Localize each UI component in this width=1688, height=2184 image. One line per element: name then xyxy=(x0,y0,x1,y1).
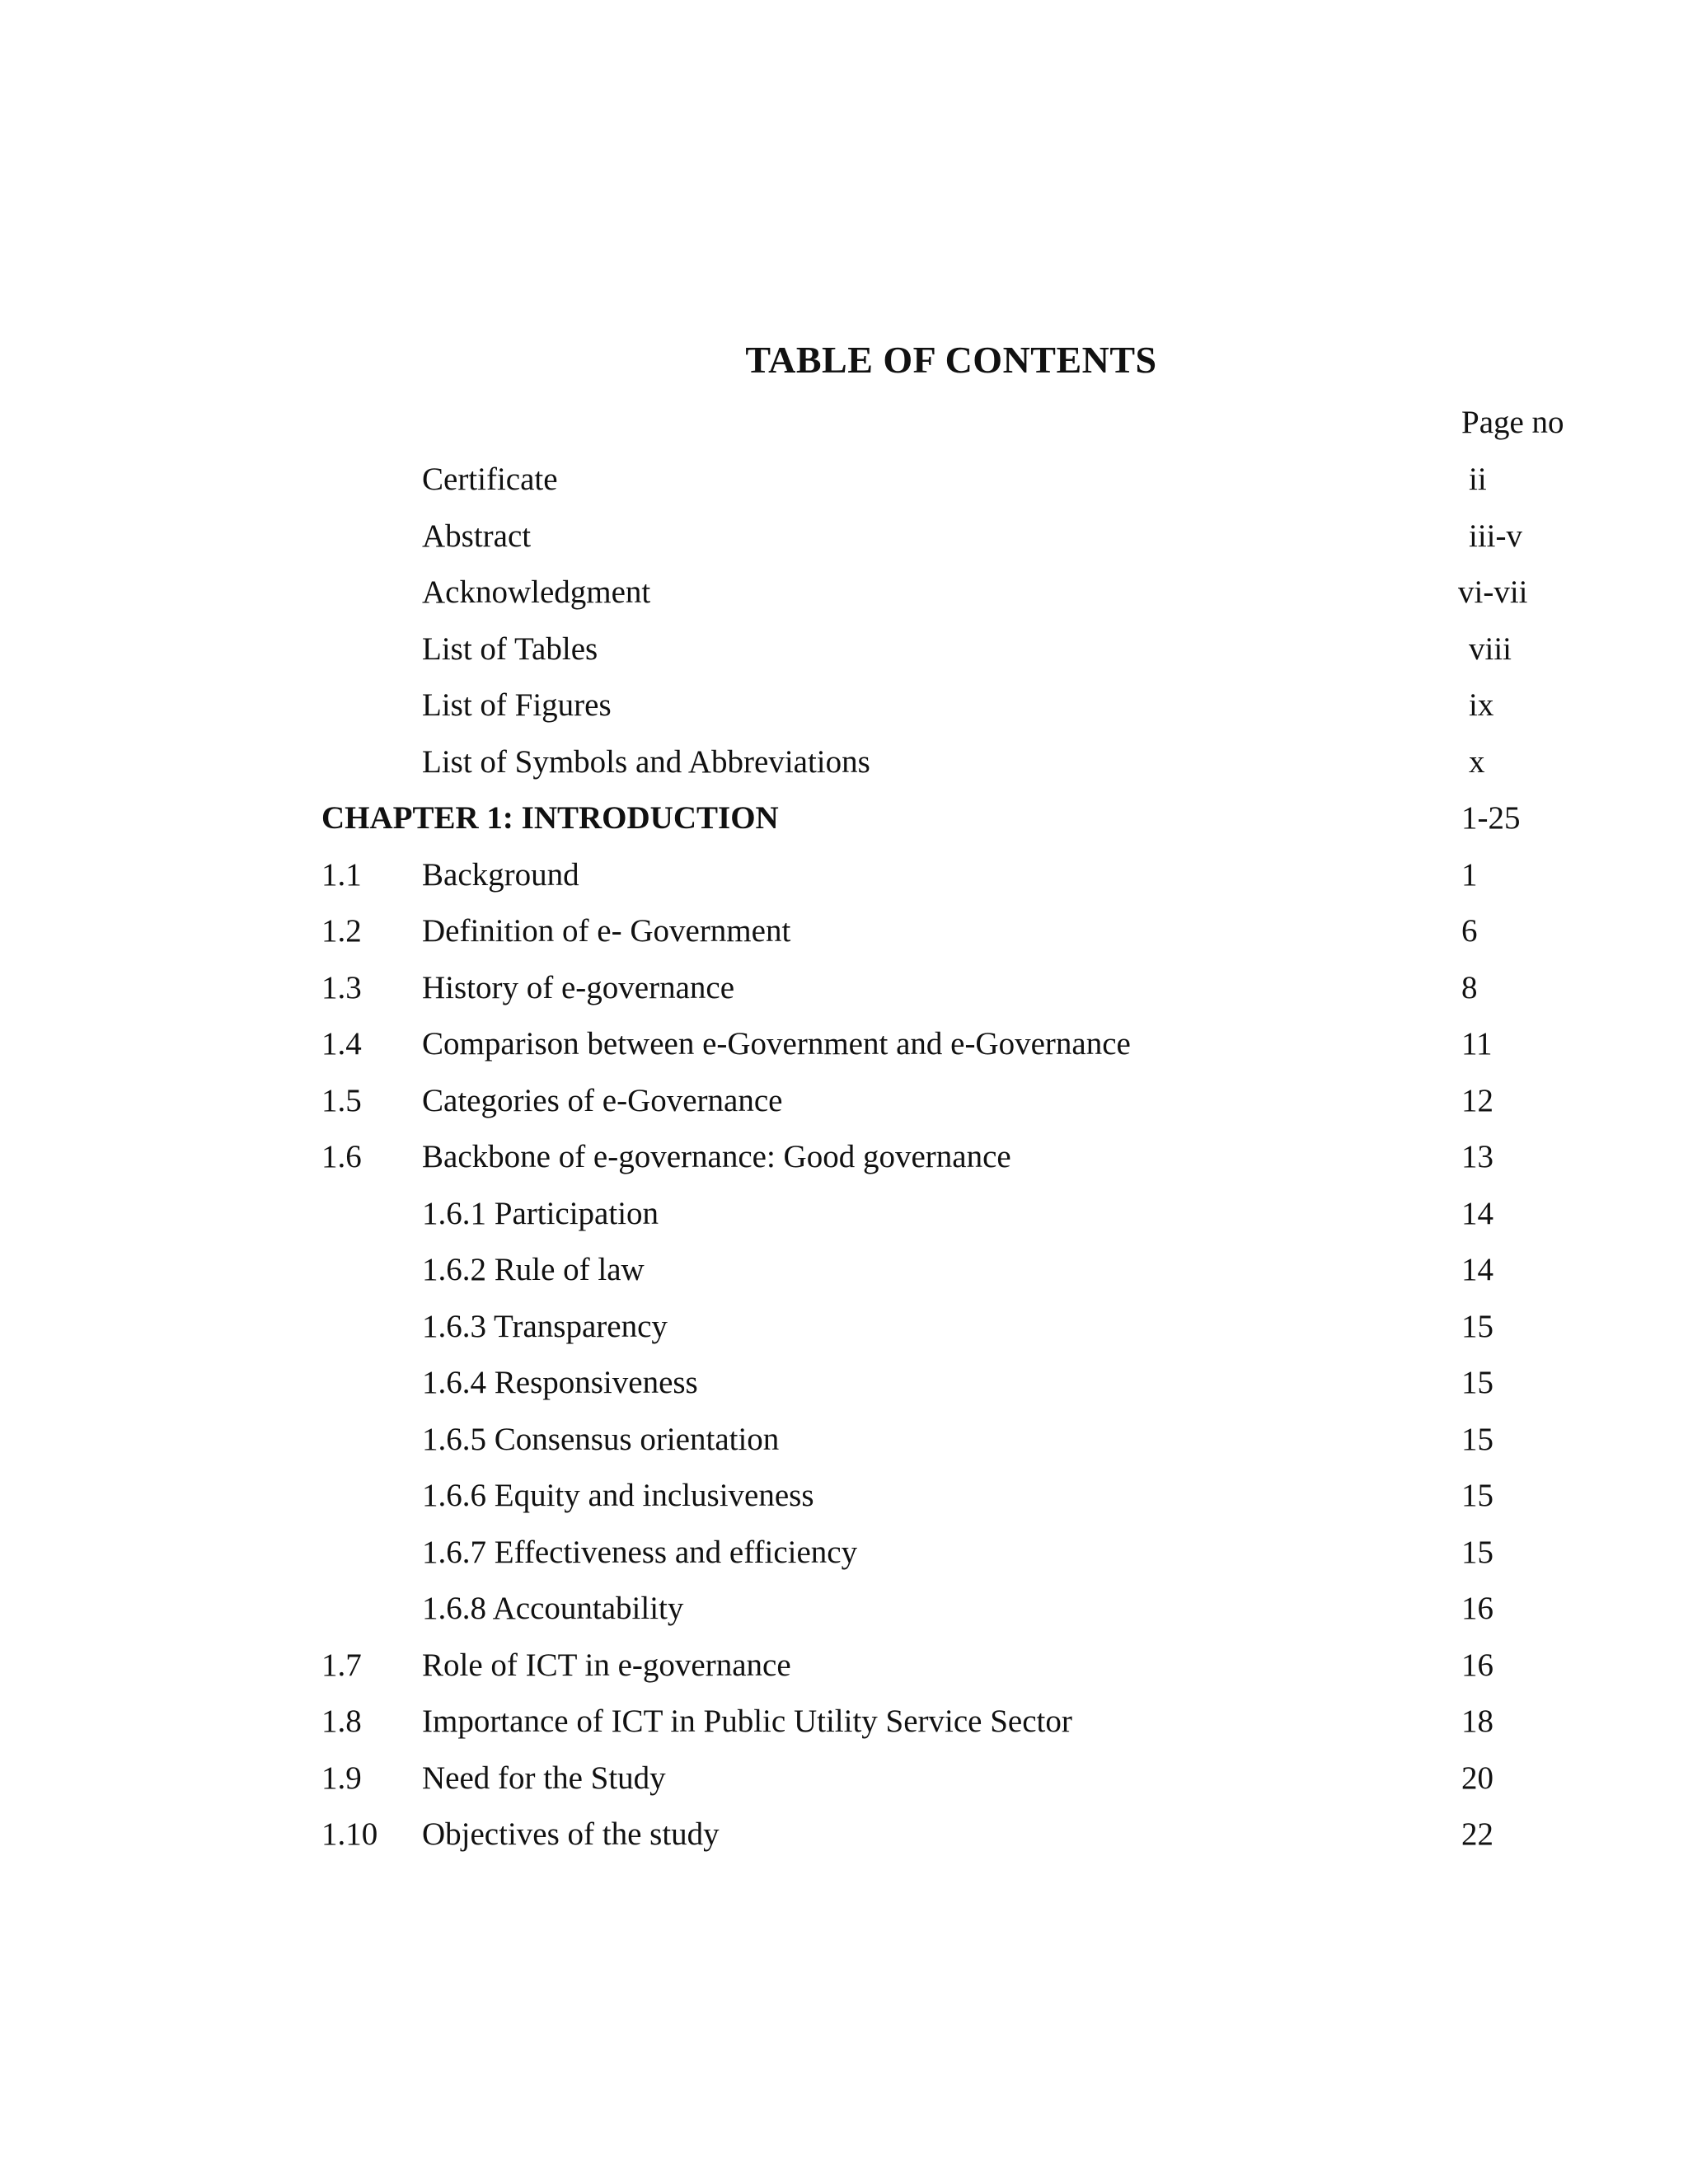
section-title: Need for the Study xyxy=(422,1760,666,1796)
toc-subsection-row xyxy=(0,1305,1688,1361)
section-page: 18 xyxy=(1461,1704,1493,1739)
toc-section-row xyxy=(0,1643,1688,1700)
page-number-column-header: Page no xyxy=(1461,405,1564,440)
section-title: Backbone of e-governance: Good governance xyxy=(422,1139,1011,1174)
toc-section-row xyxy=(0,1812,1688,1869)
table-of-contents xyxy=(0,457,1688,1869)
toc-subsection-row xyxy=(0,1474,1688,1530)
subsection-title: 1.6.1 Participation xyxy=(422,1195,659,1231)
section-title: History of e-governance xyxy=(422,969,735,1005)
section-number: 1.9 xyxy=(321,1760,362,1796)
subsection-title: 1.6.3 Transparency xyxy=(422,1308,668,1344)
section-title: Categories of e-Governance xyxy=(422,1082,783,1118)
toc-entry-label: Acknowledgment xyxy=(422,574,651,610)
section-page: 12 xyxy=(1461,1082,1493,1118)
chapter-title: CHAPTER 1: INTRODUCTION xyxy=(321,800,779,836)
subsection-page: 15 xyxy=(1461,1534,1493,1570)
subsection-title: 1.6.6 Equity and inclusiveness xyxy=(422,1478,814,1513)
section-page: 13 xyxy=(1461,1139,1493,1174)
toc-section-row xyxy=(0,966,1688,1023)
section-number: 1.4 xyxy=(321,1026,362,1062)
section-page: 20 xyxy=(1461,1760,1493,1796)
toc-section-row xyxy=(0,1699,1688,1756)
section-number: 1.1 xyxy=(321,856,362,893)
section-title: Objectives of the study xyxy=(422,1816,720,1852)
section-title: Importance of ICT in Public Utility Service Sector xyxy=(422,1704,1072,1739)
toc-entry-list-of-tables xyxy=(0,627,1688,684)
toc-subsection-row xyxy=(0,1418,1688,1474)
subsection-page: 16 xyxy=(1461,1591,1493,1626)
toc-entry-certificate xyxy=(0,457,1688,514)
section-number: 1.5 xyxy=(321,1082,362,1118)
section-number: 1.2 xyxy=(321,913,362,949)
section-page: 6 xyxy=(1461,913,1478,949)
section-number: 1.7 xyxy=(321,1647,362,1683)
subsection-page: 14 xyxy=(1461,1252,1493,1287)
subsection-page: 15 xyxy=(1461,1421,1493,1457)
toc-entry-label: List of Figures xyxy=(422,687,612,723)
chapter-page-range: 1-25 xyxy=(1461,800,1521,836)
toc-entry-acknowledgment xyxy=(0,570,1688,627)
toc-entry-label: Abstract xyxy=(422,518,532,554)
section-page: 11 xyxy=(1461,1026,1493,1062)
section-title: Role of ICT in e-governance xyxy=(422,1647,791,1683)
page-title: TABLE OF CONTENTS xyxy=(745,339,1157,381)
section-page: 16 xyxy=(1461,1647,1493,1683)
toc-entry-abstract xyxy=(0,514,1688,571)
toc-entry-page: vi-vii xyxy=(1458,574,1528,610)
toc-subsection-row xyxy=(0,1586,1688,1643)
section-number: 1.6 xyxy=(321,1139,362,1174)
section-number: 1.3 xyxy=(321,969,362,1005)
section-title: Definition of e- Government xyxy=(422,913,791,949)
toc-section-row xyxy=(0,1756,1688,1813)
toc-entry-page: iii-v xyxy=(1469,518,1522,554)
toc-subsection-row xyxy=(0,1192,1688,1249)
toc-section-row xyxy=(0,1079,1688,1136)
toc-section-row xyxy=(0,909,1688,966)
toc-section-row xyxy=(0,1022,1688,1079)
toc-entry-label: Certificate xyxy=(422,462,558,497)
toc-entry-label: List of Tables xyxy=(422,630,598,667)
toc-entry-page: x xyxy=(1469,743,1485,780)
section-page: 8 xyxy=(1461,969,1478,1005)
toc-entry-page: ix xyxy=(1469,687,1494,723)
section-page: 22 xyxy=(1461,1816,1493,1852)
toc-entry-list-of-symbols xyxy=(0,740,1688,797)
toc-chapter-heading xyxy=(0,796,1688,853)
subsection-title: 1.6.5 Consensus orientation xyxy=(422,1421,780,1457)
section-title: Background xyxy=(422,856,579,893)
subsection-title: 1.6.4 Responsiveness xyxy=(422,1365,698,1400)
section-number: 1.10 xyxy=(321,1816,378,1852)
subsection-title: 1.6.7 Effectiveness and efficiency xyxy=(422,1534,858,1570)
subsection-title: 1.6.2 Rule of law xyxy=(422,1252,645,1287)
toc-entry-page: ii xyxy=(1469,462,1487,497)
section-page: 1 xyxy=(1461,856,1478,893)
subsection-page: 15 xyxy=(1461,1478,1493,1513)
subsection-page: 14 xyxy=(1461,1195,1493,1231)
section-number: 1.8 xyxy=(321,1704,362,1739)
toc-section-row xyxy=(0,1135,1688,1192)
toc-entry-label: List of Symbols and Abbreviations xyxy=(422,743,870,780)
toc-entry-page: viii xyxy=(1469,630,1512,667)
toc-subsection-row xyxy=(0,1248,1688,1305)
subsection-page: 15 xyxy=(1461,1308,1493,1344)
subsection-title: 1.6.8 Accountability xyxy=(422,1591,684,1626)
toc-subsection-row xyxy=(0,1530,1688,1587)
toc-subsection-row xyxy=(0,1361,1688,1418)
toc-section-row xyxy=(0,853,1688,910)
toc-entry-list-of-figures xyxy=(0,683,1688,740)
section-title: Comparison between e-Government and e-Governance xyxy=(422,1026,1131,1062)
subsection-page: 15 xyxy=(1461,1365,1493,1400)
